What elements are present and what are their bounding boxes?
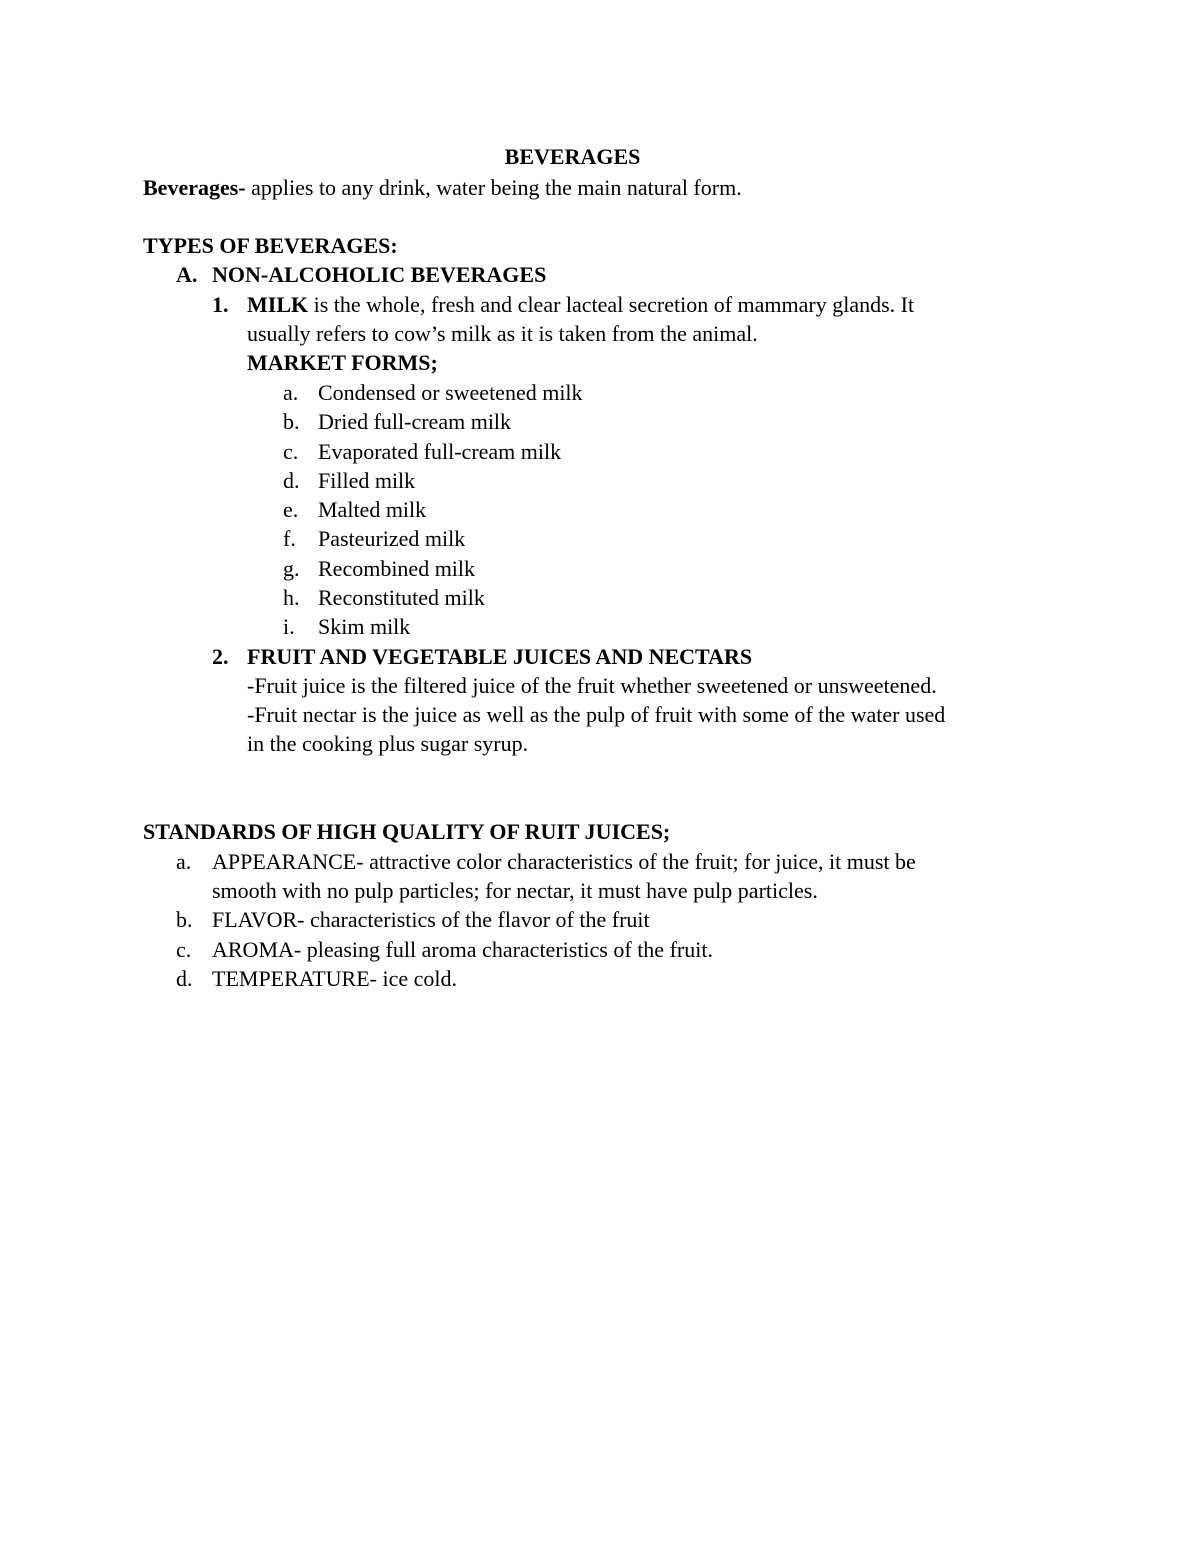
list-item-marker: a. xyxy=(283,380,299,405)
list-item-marker: d. xyxy=(176,966,193,991)
list-item: Pasteurized milk xyxy=(318,526,466,551)
item-1-text: is the whole, fresh and clear lacteal secretion of mammary glands. It xyxy=(308,292,915,317)
list-item-marker: f. xyxy=(283,526,296,551)
list-item-marker: a. xyxy=(176,849,192,874)
standard-aroma: AROMA- pleasing full aroma characteristics of the fruit. xyxy=(212,937,713,962)
standard-temperature: TEMPERATURE- ice cold. xyxy=(212,966,458,991)
list-item-marker: b. xyxy=(176,907,193,932)
list-item: Filled milk xyxy=(318,468,416,493)
list-item-marker: g. xyxy=(283,556,300,581)
section-a-marker: A. xyxy=(176,262,198,287)
fruit-juice-definition: -Fruit juice is the filtered juice of the fruit whether sweetened or unsweetened. xyxy=(247,673,937,698)
list-item-marker: c. xyxy=(283,439,299,464)
definition-paragraph xyxy=(143,177,742,199)
section-a-heading: NON-ALCOHOLIC BEVERAGES xyxy=(212,262,547,287)
item-2-heading: FRUIT AND VEGETABLE JUICES AND NECTARS xyxy=(247,644,753,669)
list-item: Dried full-cream milk xyxy=(318,409,512,434)
types-heading: TYPES OF BEVERAGES: xyxy=(143,233,398,258)
market-forms-heading: MARKET FORMS; xyxy=(247,350,438,375)
standards-heading: STANDARDS OF HIGH QUALITY OF RUIT JUICES; xyxy=(143,819,671,844)
list-item-marker: h. xyxy=(283,585,300,610)
list-item-marker: d. xyxy=(283,468,300,493)
list-item: Skim milk xyxy=(318,614,411,639)
item-1-line-2: usually refers to cow’s milk as it is taken from the animal. xyxy=(247,321,758,346)
definition-text: applies to any drink, water being the main natural form. xyxy=(245,175,742,200)
fruit-nectar-definition: -Fruit nectar is the juice as well as the pulp of fruit with some of the water used xyxy=(247,702,946,727)
standard-appearance-cont: smooth with no pulp particles; for nectar, it must have pulp particles. xyxy=(212,878,818,903)
list-item: Malted milk xyxy=(318,497,427,522)
page-title: BEVERAGES xyxy=(504,144,641,169)
list-item-marker: i. xyxy=(283,614,295,639)
item-1-marker: 1. xyxy=(212,292,229,317)
list-item-marker: c. xyxy=(176,937,192,962)
list-item: Recombined milk xyxy=(318,556,476,581)
standard-appearance: APPEARANCE- attractive color characteristics of the fruit; for juice, it must be xyxy=(212,849,916,874)
list-item-marker: e. xyxy=(283,497,299,522)
list-item: Evaporated full-cream milk xyxy=(318,439,562,464)
list-item: Condensed or sweetened milk xyxy=(318,380,583,405)
item-2-marker: 2. xyxy=(212,644,229,669)
fruit-nectar-definition-cont: in the cooking plus sugar syrup. xyxy=(247,731,529,756)
item-1-line-1 xyxy=(247,294,914,316)
standard-flavor: FLAVOR- characteristics of the flavor of the fruit xyxy=(212,907,650,932)
item-1-term: MILK xyxy=(247,292,309,317)
list-item-marker: b. xyxy=(283,409,300,434)
list-item: Reconstituted milk xyxy=(318,585,485,610)
definition-term: Beverages- xyxy=(143,175,246,200)
